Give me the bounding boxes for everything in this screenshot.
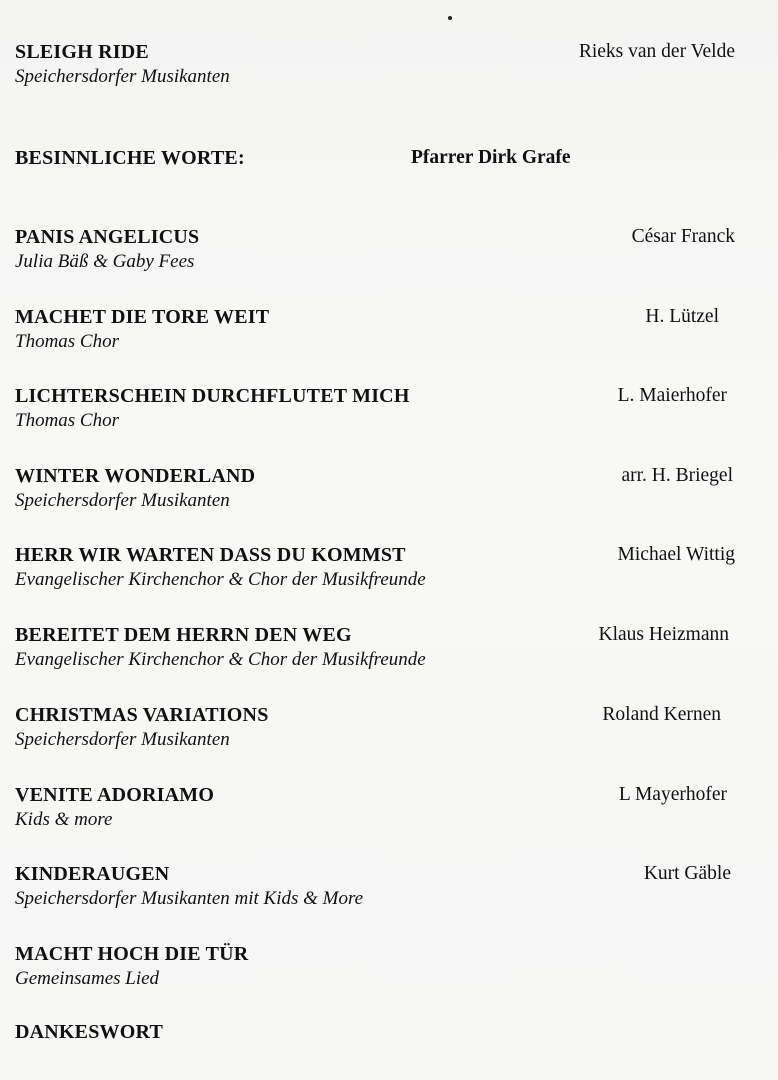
piece-performer: Speichersdorfer Musikanten [15,66,230,87]
piece-title: DANKESWORT [15,1021,163,1043]
piece-composer: Kurt Gäble [643,863,731,884]
piece-performer: Speichersdorfer Musikanten mit Kids & More [15,888,364,909]
program-entry-besinnliche-worte [15,146,735,170]
program-entry-venite-adoriamo [15,783,735,833]
piece-performer: Kids & more [15,809,113,830]
program-entry-dankeswort [15,1020,735,1044]
piece-title: LICHTERSCHEIN DURCHFLUTET MICH [15,385,410,407]
piece-performer: Speichersdorfer Musikanten [15,490,230,511]
piece-title: MACHT HOCH DIE TÜR [15,943,249,965]
piece-title: WINTER WONDERLAND [15,465,256,487]
piece-title: KINDERAUGEN [15,863,170,885]
piece-composer: L. Maierhofer [617,385,727,406]
piece-title: SLEIGH RIDE [15,41,149,63]
piece-performer: Speichersdorfer Musikanten [15,729,230,750]
piece-title: VENITE ADORIAMO [15,784,215,806]
piece-composer: L Mayerhofer [618,784,727,805]
program-entry-winter-wonderland [15,464,735,514]
piece-performer: Julia Bäß & Gaby Fees [15,251,195,272]
piece-performer: Gemeinsames Lied [15,968,160,989]
program-entry-machet-die-tore-weit [15,305,735,355]
piece-title: BEREITET DEM HERRN DEN WEG [15,624,352,646]
program-entry-macht-hoch-die-tuer [15,942,735,992]
piece-title: BESINNLICHE WORTE: [15,147,245,169]
program-entry-kinderaugen [15,862,735,912]
program-entry-panis-angelicus [15,225,735,275]
page-mark [448,16,452,20]
program-entry-bereitet-dem-herrn [15,623,735,673]
piece-title: PANIS ANGELICUS [15,226,200,248]
piece-composer: arr. H. Briegel [621,465,733,486]
speaker-name: Pfarrer Dirk Grafe [411,147,571,168]
piece-title: HERR WIR WARTEN DASS DU KOMMST [15,544,406,566]
piece-performer: Thomas Chor [15,410,119,431]
program-entry-lichterschein [15,384,735,434]
piece-performer: Evangelischer Kirchenchor & Chor der Musikfreunde [15,569,426,590]
piece-performer: Thomas Chor [15,331,119,352]
piece-composer: Roland Kernen [602,704,721,725]
piece-performer: Evangelischer Kirchenchor & Chor der Musikfreunde [15,649,426,670]
piece-title: CHRISTMAS VARIATIONS [15,704,269,726]
piece-composer: Rieks van der Velde [578,41,735,62]
piece-title: MACHET DIE TORE WEIT [15,306,270,328]
piece-composer: H. Lützel [645,306,719,327]
piece-composer: César Franck [631,226,735,247]
program-entry-herr-wir-warten [15,543,735,593]
piece-composer: Klaus Heizmann [598,624,729,645]
piece-composer: Michael Wittig [617,544,735,565]
program-entry-christmas-variations [15,703,735,753]
program-entry-sleigh-ride [15,40,735,90]
